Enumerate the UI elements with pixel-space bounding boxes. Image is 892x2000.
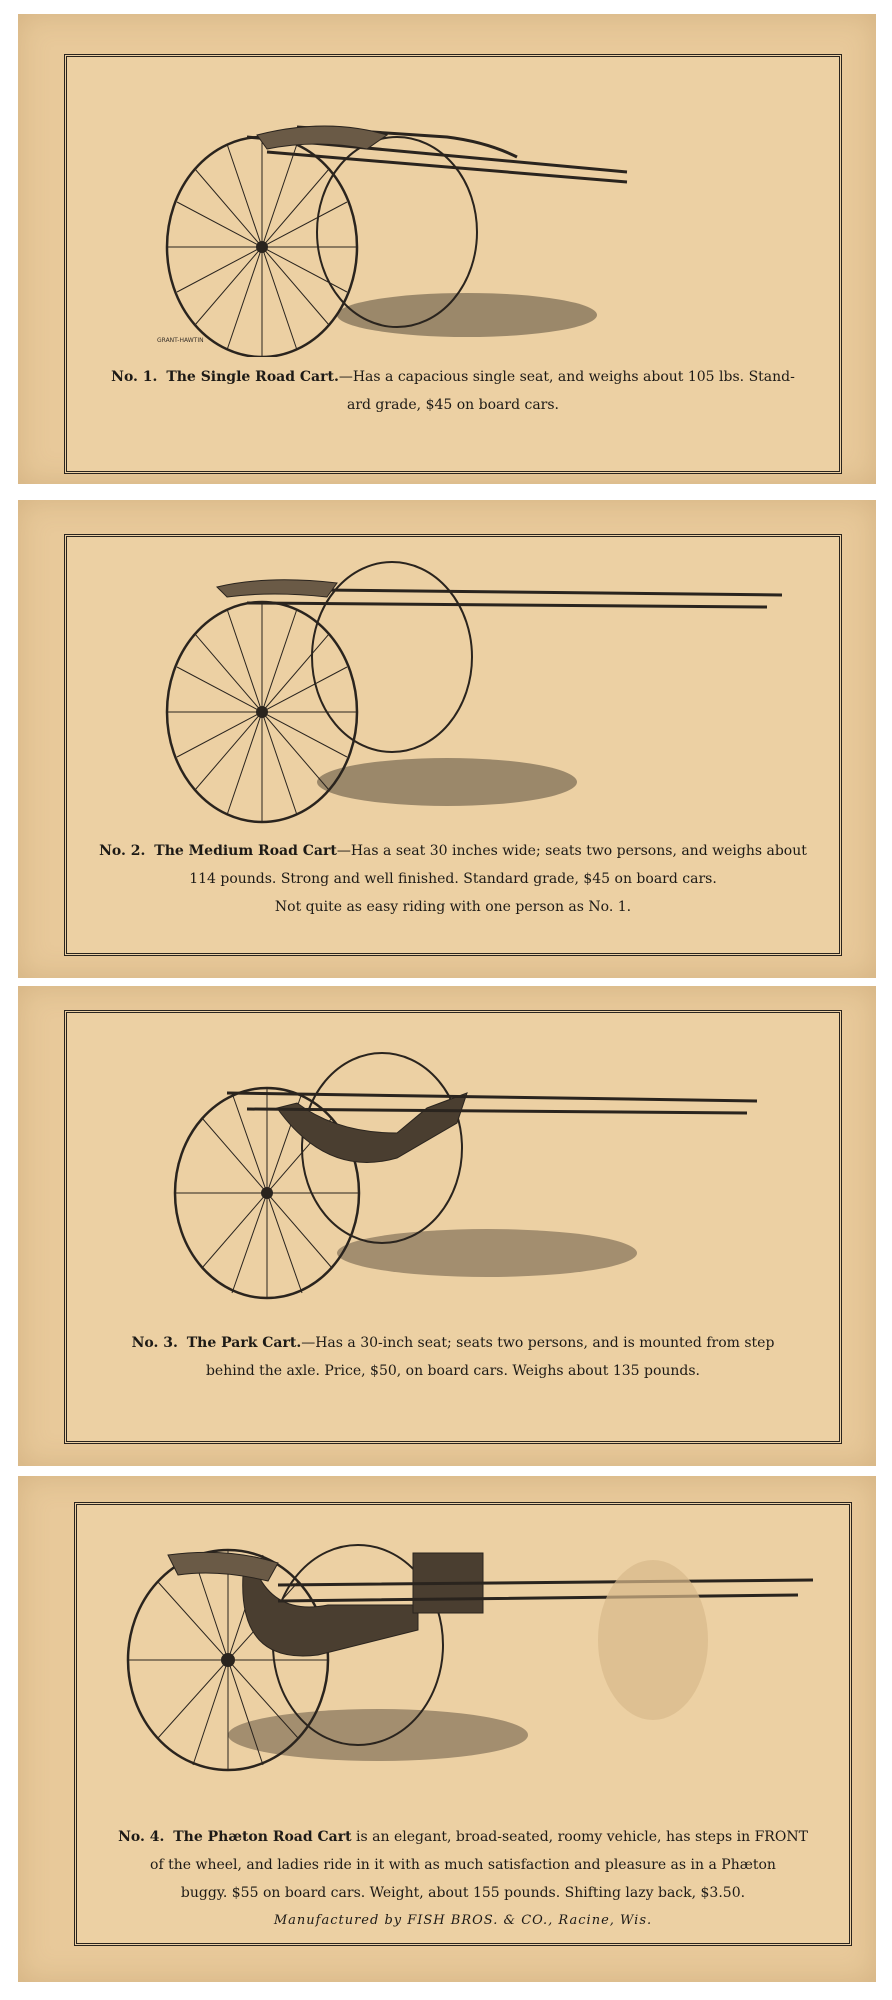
panel-3-caption (81, 1329, 825, 1385)
panel-1-number: No. 1. (111, 369, 158, 385)
panel-4-number: No. 4. (118, 1829, 165, 1845)
panel-3-desc-2: behind the axle. Price, $50, on board cars. Weighs about 135 pounds. (205, 1363, 701, 1379)
page-panel-3 (18, 986, 876, 1466)
medium-road-cart-illustration (67, 537, 839, 837)
phaeton-road-cart-illustration (77, 1505, 849, 1805)
panel-2-frame (64, 534, 842, 956)
panel-3-number: No. 3. (131, 1335, 178, 1351)
panel-2-caption (81, 837, 825, 921)
panel-1-desc-1: —Has a capacious single seat, and weighs about 105 lbs. Stand- (338, 369, 795, 385)
panel-4-desc-1: is an elegant, broad-seated, roomy vehicle, has steps in FRONT (351, 1829, 808, 1845)
panel-2-desc-3: Not quite as easy riding with one person as No. 1. (274, 899, 632, 915)
panel-2-desc-1: —Has a seat 30 inches wide; seats two persons, and weighs about (336, 843, 807, 859)
panel-1-name: The Single Road Cart. (166, 369, 339, 385)
page-panel-1 (18, 14, 876, 484)
panel-4-frame (74, 1502, 852, 1946)
panel-4-desc-3: buggy. $55 on board cars. Weight, about 155 pounds. Shifting lazy back, $3.50. (180, 1885, 746, 1901)
park-cart-illustration (67, 1013, 839, 1313)
manufacturer-line: Manufactured by FISH BROS. & CO., Racine, Wis. (273, 1913, 653, 1928)
panel-1-desc-2: ard grade, $45 on board cars. (346, 397, 560, 413)
page-panel-4 (18, 1476, 876, 1982)
panel-3-name: The Park Cart. (186, 1335, 302, 1351)
panel-2-number: No. 2. (99, 843, 146, 859)
page-panel-2 (18, 500, 876, 978)
panel-4-desc-2: of the wheel, and ladies ride in it with as much satisfaction and pleasure as in a Phæton (150, 1857, 776, 1873)
panel-3-frame (64, 1010, 842, 1444)
panel-4-name: The Phæton Road Cart (173, 1829, 352, 1845)
panel-2-desc-2: 114 pounds. Strong and well finished. Standard grade, $45 on board cars. (189, 871, 717, 887)
panel-4-caption (91, 1823, 835, 1907)
panel-3-desc-1: —Has a 30-inch seat; seats two persons, and is mounted from step (301, 1335, 775, 1351)
panel-1-caption (81, 363, 825, 419)
single-road-cart-illustration (67, 57, 839, 357)
panel-1-frame (64, 54, 842, 474)
engraver-mark: GRANT-HAWTIN (157, 337, 204, 344)
panel-2-name: The Medium Road Cart (154, 843, 337, 859)
